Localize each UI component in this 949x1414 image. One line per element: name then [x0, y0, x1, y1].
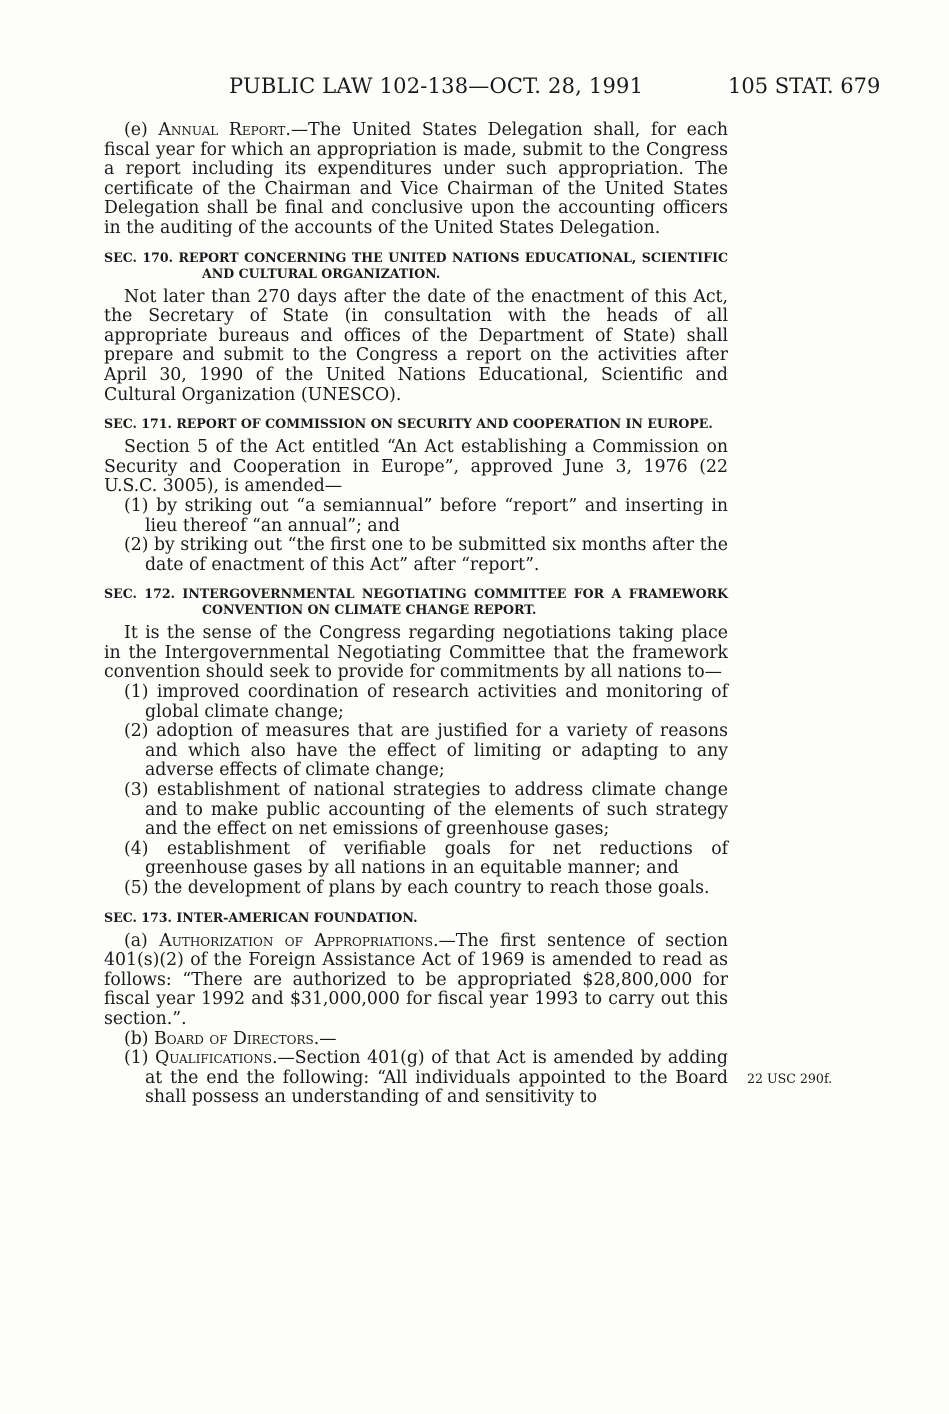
subsection-text: .—	[313, 1028, 337, 1049]
section-172-text: It is the sense of the Congress regarding negotiations taking place in the Intergovernmental Negotiating Committee that the framework convention should seek to provide for commitments by all nations to—	[104, 623, 728, 683]
section-title: INTERGOVERNMENTAL NEGOTIATING COMMITTEE FOR A FRAMEWORK CONVENTION ON CLIMATE CHANGE REPORT.	[182, 586, 728, 618]
paragraph-label: (e)	[124, 120, 159, 140]
section-172-item: (4) establishment of verifiable goals for net reductions of greenhouse gases by all nations in an equitable manner; and	[124, 838, 728, 879]
subsection-heading: Authorization of Appropriations	[159, 930, 434, 951]
section-172-item: (1) improved coordination of research activities and monitoring of global climate change;	[124, 682, 728, 722]
subsection-heading: Board of Directors	[154, 1028, 314, 1049]
section-number: SEC. 172.	[104, 586, 175, 602]
page-reference: 105 STAT. 679	[728, 74, 881, 98]
section-172-item: (3) establishment of national strategies to address climate change and to make public accounting of the elements of such strategy and the effect on net emissions of greenhouse gases;	[124, 780, 728, 840]
section-173-subsection-a	[104, 932, 728, 1030]
section-171-item: (2) by striking out “the first one to be submitted six months after the date of enactment of this Act” after “report”.	[124, 535, 728, 575]
section-title: REPORT CONCERNING THE UNITED NATIONS EDUCATIONAL, SCIENTIFIC AND CULTURAL ORGANIZATION.	[178, 249, 728, 281]
section-171-text: Section 5 of the Act entitled “An Act establishing a Commission on Security and Cooperation in Europe”, approved June 3, 1976 (22 U.S.C. 3005), is amended—	[104, 437, 728, 497]
document-body	[104, 121, 728, 1108]
paragraph-heading: Qualifications	[155, 1048, 272, 1069]
subsection-text: .—The first sentence of section 401(s)(2) of the Foreign Assistance Act of 1969 is amended to read as follows: “There are authorized to be appropriated $28,800,000 for fiscal year 1992 and $31,000,000 for fiscal year 1993 to carry out this section.”.	[104, 930, 728, 1029]
paragraph-text: .—Section 401(g) of that Act is amended by adding at the end the following: “All individuals appointed to the Board shall possess an understanding of and sensitivity to	[145, 1048, 728, 1108]
paragraph-label: (1)	[124, 1048, 156, 1069]
section-172-item: (5) the development of plans by each country to reach those goals.	[124, 878, 710, 898]
running-title: PUBLIC LAW 102-138—OCT. 28, 1991	[229, 74, 644, 98]
section-title: REPORT OF COMMISSION ON SECURITY AND COOPERATION IN EUROPE.	[176, 416, 713, 432]
section-173-paragraph-b1	[104, 1049, 728, 1108]
section-heading-170	[104, 250, 728, 282]
section-170-text: Not later than 270 days after the date of the enactment of this Act, the Secretary of State (in consultation with the heads of all appropriate bureaus and offices of the Department of State) shall prepare and submit to the Congress a report on the activities after April 30, 1990 of the United Nations Educational, Scientific and Cultural Organization (UNESCO).	[104, 286, 728, 405]
paragraph-text: .—The United States Delegation shall, for each fiscal year for which an appropriation is made, submit to the Congress a report including its expenditures under such appropriation. The certificate of the Chairman and Vice Chairman of the United States Delegation shall be final and conclusive upon the accounting officers in the auditing of the accounts of the United States Delegation.	[104, 120, 728, 238]
section-heading-172	[104, 586, 728, 618]
section-heading-171	[104, 416, 728, 432]
section-171-item: (1) by striking out “a semiannual” before “report” and inserting in lieu thereof “an annual”; and	[124, 495, 728, 536]
section-173-subsection-b	[104, 1030, 728, 1050]
section-172-item: (2) adoption of measures that are justified for a variety of reasons and which also have the effect of limiting or adapting to any adverse effects of climate change;	[124, 721, 728, 781]
section-number: SEC. 173.	[104, 909, 172, 925]
paragraph-annual-report	[104, 121, 728, 239]
section-title: INTER-AMERICAN FOUNDATION.	[176, 909, 418, 925]
section-number: SEC. 171.	[104, 416, 172, 432]
subsection-label: (a)	[124, 930, 160, 951]
page-header	[0, 74, 949, 104]
section-number: SEC. 170.	[104, 249, 174, 265]
subsection-label: (b)	[124, 1028, 155, 1049]
section-heading-173	[104, 910, 728, 926]
paragraph-heading: Annual Report	[158, 120, 286, 140]
margin-citation: 22 USC 290f.	[747, 1071, 833, 1086]
